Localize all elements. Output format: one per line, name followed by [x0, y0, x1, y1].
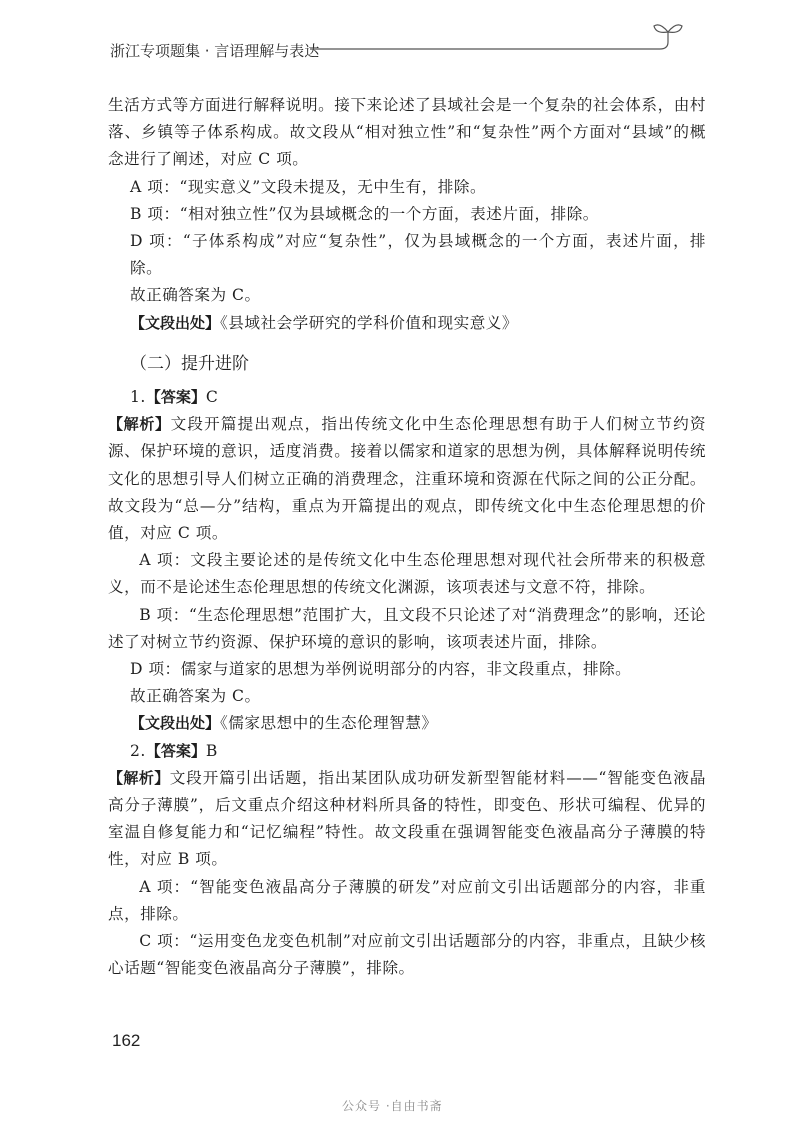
q2-number: 2. — [130, 741, 146, 760]
paragraph-county-concept: 生活方式等方面进行解释说明。接下来论述了县域社会是一个复杂的社会体系，由村落、乡镇等子体系构成。故文段从“相对独立性”和“复杂性”两个方面对“县域”的概念进行了阐述，对应 C 项。 — [108, 96, 706, 169]
page-number: 162 — [112, 1031, 141, 1050]
answer-tag: 【答案】 — [145, 741, 206, 760]
q2-answer-line — [108, 738, 706, 765]
q2-analysis — [108, 765, 706, 874]
source-title: 《县域社会学研究的学科价值和现实意义》 — [220, 313, 518, 332]
header-title: 浙江专项题集 · 言语理解与表达 — [110, 42, 320, 60]
watermark: 公众号 ·自由书斋 — [342, 1099, 443, 1113]
q1-analysis — [108, 411, 706, 547]
q1-source-citation — [108, 710, 706, 737]
q1-option-d: D 项：儒家与道家的思想为举例说明部分的内容，非文段重点，排除。 — [130, 660, 632, 679]
q1-option-b: B 项：“生态伦理思想”范围扩大，且文段不只论述了对“消费理念”的影响，还论述了对树立节约资源、保护环境的意识的影响，该项表述片面，排除。 — [108, 605, 706, 651]
q1-number: 1. — [130, 388, 146, 407]
section-heading: （二）提升进阶 — [130, 353, 249, 374]
analysis-tag: 【解析】 — [108, 415, 171, 434]
answer-tag: 【答案】 — [145, 388, 206, 407]
q1-analysis-text: 文段开篇提出观点，指出传统文化中生态伦理思想有助于人们树立节约资源、保护环境的意识，适度消费。接着以儒家和道家的思想为例，具体解释说明传统文化的思想引导人们树立正确的消费理念，注重环境和资源在代际之间的公正分配。故文段为“总—分”结构，重点为开篇提出的观点，即传统文化中生态伦理思想的价值，对应 C 项。 — [108, 415, 706, 543]
source-tag: 【文段出处】 — [130, 714, 221, 733]
option-b-analysis: B 项：“相对独立性”仅为县域概念的一个方面，表述片面，排除。 — [130, 204, 599, 223]
final-answer: 故正确答案为 C。 — [130, 286, 261, 305]
sprout-icon — [310, 24, 710, 74]
option-d-analysis: D 项：“子体系构成”对应“复杂性”，仅为县域概念的一个方面，表述片面，排除。 — [130, 232, 706, 278]
document-body — [108, 92, 706, 983]
q2-option-a: A 项：“智能变色液晶高分子薄膜的研发”对应前文引出话题部分的内容，非重点，排除。 — [108, 877, 706, 923]
q2-option-c: C 项：“运用变色龙变色机制”对应前文引出话题部分的内容，非重点，且缺少核心话题“智能变色液晶高分子薄膜”，排除。 — [108, 932, 706, 978]
source-citation — [108, 310, 706, 337]
analysis-tag: 【解析】 — [108, 768, 170, 787]
q1-answer-line — [108, 384, 706, 411]
source-tag: 【文段出处】 — [130, 313, 221, 332]
q1-option-a: A 项：文段主要论述的是传统文化中生态伦理思想对现代社会所带来的积极意义，而不是论述生态伦理思想的传统文化渊源，该项表述与文意不符，排除。 — [108, 551, 706, 597]
source-title: 《儒家思想中的生态伦理智慧》 — [220, 714, 438, 733]
q1-answer: C — [205, 388, 219, 407]
q2-analysis-text: 文段开篇引出话题，指出某团队成功研发新型智能材料——“智能变色液晶高分子薄膜”，后文重点介绍这种材料所具备的特性，即变色、形状可编程、优异的室温自修复能力和“记忆编程”特性。故文段重在强调智能变色液晶高分子薄膜的特性，对应 B 项。 — [108, 768, 706, 869]
q2-answer: B — [205, 741, 218, 760]
q1-final-answer: 故正确答案为 C。 — [130, 687, 261, 706]
option-a-analysis: A 项：“现实意义”文段未提及，无中生有，排除。 — [130, 177, 487, 196]
running-header — [110, 36, 710, 66]
